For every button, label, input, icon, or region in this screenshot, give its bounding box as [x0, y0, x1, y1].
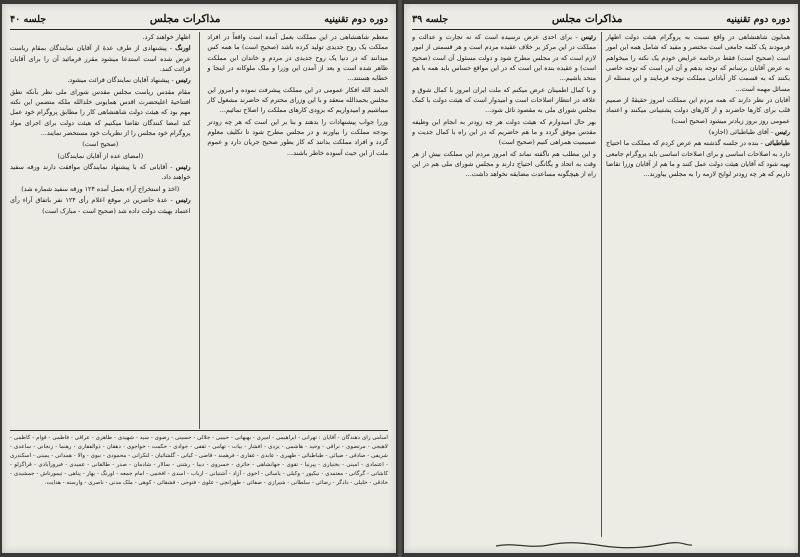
paragraph: همایون شاهنشاهی در واقع نسبت به پروگرام هیئت دولت اظهار فرمودند یک کلمه جامعی است مختصر و مفید که شامل همه این امور است (صحیح است) فقط درخاتمه عرایض خودم یک نکته را میخواهم به عرض آقایان برسانم که توجه بدهم و آن این است که توجه خاصی بکنند که به قسمت کار آبادانی مملکت توجه فرمایند و این مسئله از مسائل مهمه است... — [606, 33, 790, 93]
paragraph: وزرا جواب پیشنهادات را بدهند و بنا بر این است که هر چه زودتر بودجه مملکت را بیاورند و در مجلس مطرح شود تا تکلیف معلوم گردد و افراد مملکت بدانند که کار بطور صحیح جریان دارد و عموم ملت از این حیث آسوده خاطر باشند... — [207, 117, 388, 157]
speech-text: پیشنهادی از طرف عدهٔ از آقایان نمایندگان بمقام ریاست عرض شده است استدعا میشود مقرر فرمائید آن را برای آقایان قرائت کنند. — [10, 44, 191, 74]
paragraph: الحمد الله افکار عمومی در این مملکت پیشرفت نموده و امروز این مجلس بحمدالله منعقد و با این وزرای محترم که حاضرند مشغول کار میباشیم و امیدواریم که بزودی کارهای مملکت را اصلاح نمائیم... — [207, 85, 388, 115]
header-title: مذاکرات مجلس — [149, 13, 221, 25]
speech-text: پیشنهاد آقایان نمایندگان قرائت میشود. — [67, 76, 170, 85]
header-session: جلسه ۴۰ — [10, 13, 47, 25]
paragraph: مقام مقدس ریاست مجلس مقدس شورای ملی نظر بآنکه نطق افتتاحیهٔ اعلیحضرت اقدس همایونی خلدالله ملکه متضمن این نکته مهم بود که هیئت دولت شاهنشاهی کار را مطابق پروگرام خود عمل کند امضا کنندگان تقاضا میکنیم که هیئت دولت برای اجرای مواد پروگرام خود مجلس را از نظریات خود مستحضر نمایند... — [10, 87, 191, 138]
two-column-text — [412, 32, 790, 537]
paragraph: رئیس - پیشنهاد آقایان نمایندگان قرائت میشود. — [67, 76, 191, 85]
signatures-note: (امضای عده از آقایان نمایندگان) — [57, 151, 144, 160]
speech-text: برای احدی عرض نرسیده است که نه تجارت و عدالت و مملکت در این مرکز بر خلاف عقیده مردم است و هر قسمتی از امور لازم است که در مجلس مطرح شود و دولت مسئول آن است (صحیح است) و عقیده بنده این است که در این مواقع حساس باید همه با هم متحد باشیم... — [412, 33, 596, 83]
left-page — [2, 4, 396, 553]
speech-text: بنده در جلسه گذشته هم عرض کردم که مملکت ما احتیاج دارد به اصلاحات اساسی و برای اصلاحات اساسی باید پروگرام جامعی تهیه شود که آقایان هیئت دولت عمل کنند و ما هم از آقایان وزرا تقاضا داریم که هر چه زودتر لوایح لازمه را به مجلس بیاورند... — [606, 139, 790, 179]
right-page — [404, 4, 798, 553]
speaker-name: طباطبائی — [764, 139, 790, 148]
speech-text: آقای طباطبائی (اجازه) — [708, 128, 769, 137]
speaker-name: رئیس — [175, 76, 191, 85]
header-term: دوره دوم تقنینیه — [324, 13, 388, 25]
speaker-name: رئیس — [175, 196, 191, 205]
paragraph: رئیس - آقای طباطبائی (اجازه) — [708, 128, 790, 137]
voters-footnote: اسامی رای دهندگان - آقایان : تهرانی - ابراهیمی - امیری - بهبهانی - حبیبی - جلالی - حسینی - رضوی - سید - شهیدی - طاهری - عراقی - فاطمی - قوام - کاظمی - لاهیجی - مرتضوی - نراقی - وحید - هاشمی - یزدی - افشار - بیات - تهامی - ثقفی - جوادی - حکمت - خواجوی - دهقان - ذوالفقاری - رهنما - زنجانی - ساعدی - شریفی - صادقی - ضیائی - طباطبائی - ظهیری - عابدی - غفاری - فرهمند - قاضی - کیانی - گلشائیان - لنکرانی - محمودی - نبوی - والا - همدانی - یمینی - اسکندری - اعتمادی - امینی - بختیاری - پیرنیا - تقوی - جهانشاهی - حائری - خسروی - دیبا - رشتی - سالار - شادمان - صدر - طالقانی - عمیدی - فیروزآبادی - قراگزلو - کاشانی - گرگانی - معتمدی - نیکپور - وکیلی - یاسائی - اخوی - آزاد - آشتیانی - ارباب - اسدی - افخمی - امام جمعه - اورنگ - بهار - پناهی - تیمورتاش - جمشیدی - حاذقی - خلیلی - دادگر - رضائی - سلطانی - شیرازی - صفائی - طهرانچی - علوی - فتوحی - قشقائی - کوهی - ملک مدنی - ناصری - وارسته - هدایت. — [10, 430, 388, 539]
speech-text: عدهٔ حاضرین در موقع اعلام رأی ۱۲۴ نفر باتفاق آراء رأی اعتماد بهیئت دولت داده شد (صحیح است - مبارک است) — [10, 196, 191, 215]
paragraph: بهر حال امیدوارم که هیئت دولت هر چه زودتر به انجام این وظیفه مقدس موفق گردد و ما هم حاضریم که در این راه با کمال جدیت و صمیمیت همراهی کنیم (صحیح است) — [412, 117, 596, 147]
page-header — [412, 11, 790, 30]
speaker-name: رئیس — [775, 128, 790, 137]
speaker-name: رئیس — [581, 33, 596, 41]
page-header — [10, 11, 388, 30]
paragraph: اظهار خواهند کرد. — [142, 33, 191, 41]
header-session: جلسه ۳۹ — [412, 13, 449, 25]
column-right — [207, 32, 388, 429]
page-body — [412, 32, 790, 537]
speech-text: آقایانی که با پیشنهاد نمایندگان موافقت دارند ورقه سفید خواهند داد. — [10, 163, 191, 182]
handwritten-scribble — [494, 540, 694, 550]
paragraph: رئیس - برای احدی عرض نرسیده است که نه تجارت و عدالت و مملکت در این مرکز بر خلاف عقیده مردم است و هر قسمتی از امور لازم است که در مجلس مطرح شود و دولت مسئول آن است (صحیح است) و عقیده بنده این است که در این مواقع حساس باید همه با هم متحد باشیم... — [412, 33, 596, 83]
column-left — [10, 32, 191, 429]
paragraph: و با کمال اطمینان عرض میکنم که ملت ایران امروز با کمال شوق و علاقه در انتظار اصلاحات است و امیدوار است که هیئت دولت با کمک مجلس شورای ملی به مقصود نائل شود... — [412, 85, 596, 115]
vote-note: (اخذ و استخراج آراء بعمل آمده ۱۲۴ ورقه سفید شماره شد) — [21, 184, 180, 193]
paragraph: رئیس - آقایانی که با پیشنهاد نمایندگان موافقت دارند ورقه سفید خواهند داد. — [10, 163, 191, 182]
header-term: دوره دوم تقنینیه — [726, 13, 790, 25]
paragraph: آقایان در نظر دارند که همه مردم این مملکت امروز حقیقهً از صمیم قلب برای کارها حاضرند و از کارهای دولت پشتیبانی میکنند و اعتماد عمومی روز بروز زیادتر میشود (صحیح است) — [606, 96, 790, 125]
book-gutter — [396, 0, 404, 557]
paragraph: رئیس - عدهٔ حاضرین در موقع اعلام رأی ۱۲۴ نفر باتفاق آراء رأی اعتماد بهیئت دولت داده شد (صحیح است - مبارک است) — [10, 196, 191, 215]
paragraph: و این مطلب هم ناگفته نماند که امروز مردم این مملکت بیش از هر وقت به اتحاد و یگانگی احتیاج دارند و مجلس شورای ملی هم در این راه از هیچگونه مساعدت مضایقه نخواهد داشت... — [412, 149, 596, 179]
interjection: (صحیح است) — [82, 140, 119, 149]
page-body — [10, 32, 388, 429]
paragraph: اورنگ - پیشنهادی از طرف عدهٔ از آقایان نمایندگان بمقام ریاست عرض شده است استدعا میشود مقرر فرمائید آن را برای آقایان قرائت کنند. — [10, 44, 191, 74]
paragraph: معظم شاهنشاهی در این مملکت بعمل آمده است واقعاً در افراد مملکت یک روح جدیدی تولید کرده باشد (صحیح است) ما همه کس میدانند که در دنیا یک روح جدیدی در مردم و خاندان این مملکت ظاهر شده است و بعد از آمدن این وزرا و ملک ملوکانه در اینجا و خطابه هستند... — [207, 33, 388, 83]
speaker-name: اورنگ — [175, 44, 191, 53]
column-divider — [199, 32, 200, 429]
speaker-name: رئیس — [175, 163, 191, 172]
paragraph: طباطبائی - بنده در جلسه گذشته هم عرض کردم که مملکت ما احتیاج دارد به اصلاحات اساسی و برای اصلاحات اساسی باید پروگرام جامعی تهیه شود که آقایان هیئت دولت عمل کنند و ما هم از آقایان وزرا تقاضا داریم که هر چه زودتر لوایح لازمه را به مجلس بیاورند... — [606, 139, 790, 179]
header-title: مذاکرات مجلس — [551, 13, 623, 25]
